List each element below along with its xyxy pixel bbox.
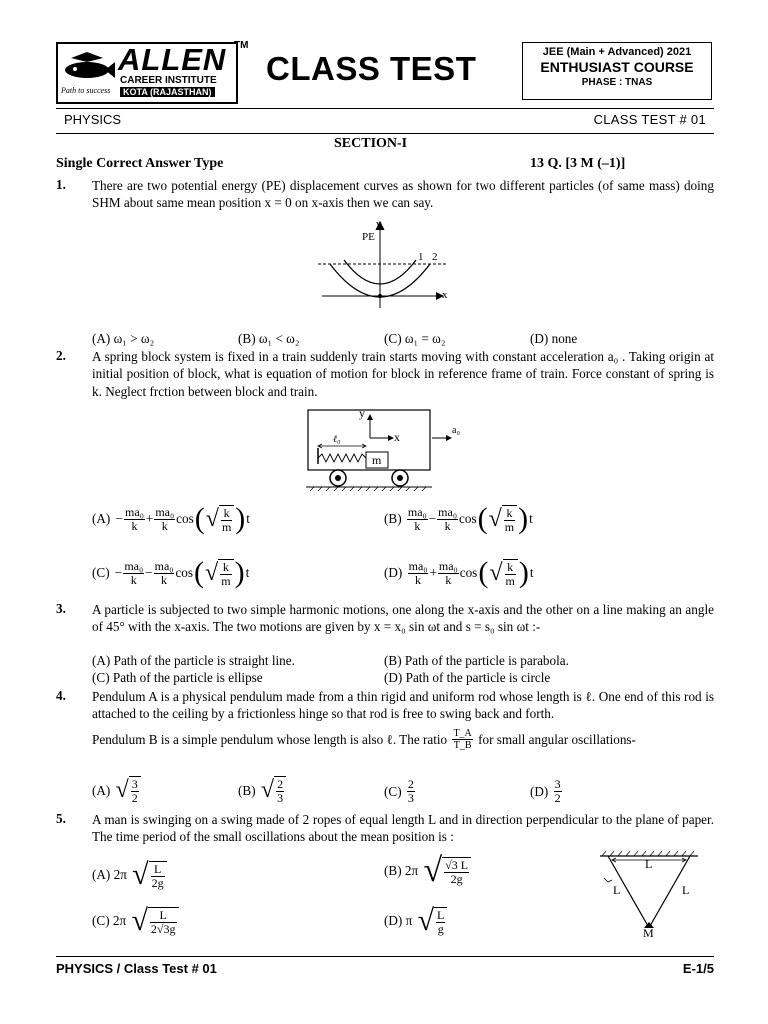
q1-option-a[interactable]: (A) ω₁ > ω₂ [92, 331, 155, 346]
t: t [529, 565, 534, 580]
frac [154, 560, 175, 587]
q2-fig-x: x [394, 430, 400, 444]
q3-number: 3. [56, 601, 66, 616]
num: 2 [407, 777, 414, 791]
q1-text: There are two potential energy (PE) displacement curves as shown for two different particles (of same mass) doing SHM about same mean position x = 0 on x-axis then we can say. [92, 178, 714, 211]
course-name: ENTHUSIAST COURSE [540, 59, 694, 75]
num: √3 L [445, 857, 469, 872]
course-year: JEE (Main + Advanced) 2021 [542, 46, 692, 58]
t: t [529, 511, 533, 526]
page-title: CLASS TEST [266, 50, 477, 87]
cos: cos [175, 565, 194, 580]
q1-option-c[interactable]: (C) ω₁ = ω₂ [384, 331, 446, 346]
q5-opt-a-label: (A) 2π [92, 867, 127, 882]
num: L [437, 907, 445, 922]
q2-fig-a0: a₀ [452, 425, 460, 436]
q4-option-a[interactable]: (A) √ $\frac{3}{2}$ [92, 776, 141, 805]
den: k [444, 518, 451, 533]
q4-option-c[interactable] [384, 778, 415, 805]
num: ma₀ [125, 504, 144, 519]
den: m [221, 519, 232, 534]
logo-tagline: Path to success [61, 86, 111, 95]
num: 3 [131, 777, 138, 791]
q3-option-c[interactable]: (C) Path of the particle is ellipse [92, 670, 263, 685]
num: 3 [554, 777, 561, 791]
allen-logo [56, 42, 238, 104]
q4-number: 4. [56, 688, 66, 703]
q2-opt-c-label: (C) [92, 565, 110, 580]
q2-option-d[interactable]: (D) $\frac{\text{ma₀}}{k}$ + $\frac{\text{ma₀}}{k}$ cos ( √ $\frac{k}{m}$ ) t [384, 556, 534, 589]
den: k [131, 518, 138, 533]
q1-number: 1. [56, 177, 66, 192]
sqrt: √ $\frac{k}{m}$ [489, 559, 518, 588]
den: g [437, 921, 444, 936]
cos: cos [459, 511, 477, 526]
fish-emblem-icon [61, 50, 115, 84]
q2-opt-b-label: (B) [384, 511, 402, 526]
num: ma₀ [124, 558, 144, 573]
plus: + [145, 511, 154, 526]
q5-option-c[interactable]: (C) 2π √ $\frac{L}{2√3g}$ [92, 904, 179, 938]
q1-fig-c2: 2 [432, 251, 438, 263]
q2-option-c[interactable]: (C) − $\frac{\text{ma₀}}{k}$ − $\frac{\text{ma₀}}{k}$ cos ( √ $\frac{k}{m}$ ) t [92, 556, 250, 589]
cos: cos [176, 511, 194, 526]
num: k [221, 507, 232, 521]
q3-text: A particle is subjected to two simple harmonic motions, one along the x-axis and the other on a line making an angle of 45° with the x-axis. The two motions are given by x = x₀ sin ωt and s = s₀ sin ωt :- [92, 602, 714, 635]
den: k [415, 572, 422, 587]
q5-opt-b-label: (B) 2π [384, 863, 419, 878]
q5-number: 5. [56, 811, 66, 826]
den: k [161, 572, 168, 587]
course-phase: PHASE : TNAS [581, 77, 653, 88]
answer-type: Single Correct Answer Type [56, 156, 224, 171]
q1-fig-pe: PE [362, 231, 375, 243]
minus: − [114, 565, 123, 580]
den: 2√3g [150, 921, 176, 936]
den: 2g [151, 875, 164, 890]
q1-pe-curve-figure [316, 220, 456, 310]
frac [124, 506, 145, 533]
q4-opt-d-label: (D) [530, 783, 549, 799]
sqrt: √ $\frac{k}{m}$ [206, 505, 235, 534]
frac [407, 506, 428, 533]
q2-opt-a-label: (A) [92, 511, 111, 526]
trademark: TM [234, 40, 249, 51]
den: k [161, 518, 168, 533]
q5-opt-d-label: (D) π [384, 913, 413, 928]
test-number: CLASS TEST # 01 [593, 112, 706, 127]
q4-text2b: for small angular oscillations- [478, 731, 636, 747]
ratio-num: T_A [453, 728, 472, 739]
q4-opt-b-label: (B) [238, 782, 256, 798]
q5-fig-l-top: L [645, 857, 653, 871]
q3-option-a[interactable]: (A) Path of the particle is straight line. [92, 653, 295, 668]
den: 2 [131, 791, 138, 805]
q5-fig-l-right: L [682, 883, 690, 897]
q2-fig-l0: ℓ₀ [333, 434, 341, 445]
num: ma₀ [154, 558, 174, 573]
den: m [221, 573, 231, 588]
den: 2 [554, 791, 561, 805]
frac [408, 560, 429, 587]
q3-option-d[interactable]: (D) Path of the particle is circle [384, 670, 551, 685]
section-title: SECTION-I [334, 136, 408, 151]
q2-number: 2. [56, 348, 66, 363]
q4-option-b[interactable]: (B) √ $\frac{2}{3}$ [238, 776, 286, 805]
q1-option-b[interactable]: (B) ω₁ < ω₂ [238, 331, 300, 346]
q5-option-d[interactable]: (D) π √ $\frac{L}{g}$ [384, 904, 447, 938]
q5-fig-m: M [643, 926, 654, 940]
section-marks: 13 Q. [3 M (–1)] [530, 156, 626, 171]
den: 3 [277, 791, 284, 805]
minus: − [428, 511, 437, 526]
frac [437, 506, 458, 533]
q4-text2a: Pendulum B is a simple pendulum whose length is also ℓ. The ratio [92, 731, 448, 747]
q2-text: A spring block system is fixed in a train suddenly train starts moving with constant acceleration a₀ . Taking origin at initial position of block, what is equation of motion for block in reference frame of train. Force constant of spring is k. Neglect frction between block and train. [92, 349, 714, 399]
num: L [150, 909, 177, 923]
q4-text-line2 [92, 728, 636, 751]
q4-opt-c-label: (C) [384, 783, 402, 799]
page-number: E-1/5 [682, 961, 714, 976]
plus: + [429, 565, 437, 580]
num: k [504, 507, 515, 521]
minus: − [145, 565, 153, 580]
q4-opt-a-label: (A) [92, 782, 111, 798]
q2-option-a[interactable]: (A) − $\frac{\text{ma₀}}{k}$ + $\frac{\text{ma₀}}{k}$ cos ( √ $\frac{k}{m}$ ) t [92, 502, 250, 535]
num: ma₀ [155, 504, 175, 519]
header [56, 40, 716, 106]
frac [123, 560, 144, 587]
t: t [246, 511, 250, 526]
num: L [151, 863, 165, 877]
num: 2 [277, 777, 284, 791]
frac [438, 560, 459, 587]
q2-opt-d-label: (D) [384, 565, 403, 580]
logo-sub1: CAREER INSTITUTE [120, 75, 217, 86]
q2-fig-y: y [359, 406, 365, 420]
num: ma₀ [438, 504, 458, 519]
cos: cos [459, 565, 478, 580]
q5-opt-c-label: (C) 2π [92, 913, 127, 928]
q5-option-a[interactable]: (A) 2π √ $\frac{L}{2g}$ [92, 858, 167, 892]
q2-train-figure [304, 408, 474, 494]
ratio-frac [452, 728, 472, 751]
q4-option-d[interactable] [530, 778, 562, 805]
q4-text: Pendulum A is a physical pendulum made from a thin rigid and uniform rod whose length is ℓ. One end of this rod is attached to the ceiling by a frictionless hinge so that rod is free to swing back and forth. [92, 689, 714, 722]
num: k [505, 561, 516, 575]
q5-text: A man is swinging on a swing made of 2 ropes of equal length L and in direction perpendicular to the plane of paper. The time period of the small oscillations about the mean position is : [92, 812, 714, 845]
q1-fig-x: x [442, 289, 448, 301]
num: k [220, 561, 231, 575]
subject-bar [56, 108, 714, 134]
footer [56, 956, 714, 979]
q1-fig-c1: 1 [418, 251, 424, 263]
den: k [414, 518, 421, 533]
q5-option-b[interactable]: (B) 2π √ $\frac{√3 L}{2g}$ [384, 852, 471, 890]
q1-fig-y: y [376, 218, 382, 230]
q2-fig-m: m [372, 453, 382, 467]
num: ma₀ [438, 558, 458, 573]
q5-fig-l-left: L [613, 883, 621, 897]
q1-option-d[interactable]: (D) none [530, 331, 578, 346]
den: 2g [450, 871, 463, 886]
frac [154, 506, 175, 533]
logo-text: ALLEN [118, 42, 227, 77]
minus: − [115, 511, 124, 526]
den: m [504, 519, 515, 534]
num: ma₀ [408, 558, 428, 573]
ratio-den: T_B [453, 740, 472, 751]
den: k [130, 572, 137, 587]
subject-label: PHYSICS [64, 112, 122, 127]
course-box [522, 42, 712, 100]
sqrt: √ $\frac{k}{m}$ [205, 559, 234, 588]
num: ma₀ [407, 504, 427, 519]
q3-option-b[interactable]: (B) Path of the particle is parabola. [384, 653, 569, 668]
footer-left: PHYSICS / Class Test # 01 [56, 961, 217, 976]
den: m [505, 573, 515, 588]
den: 3 [407, 791, 414, 805]
q2-option-b[interactable]: (B) $\frac{\text{ma₀}}{k}$ − $\frac{\text{ma₀}}{k}$ cos ( √ $\frac{k}{m}$ ) t [384, 502, 533, 535]
logo-sub2: KOTA (RAJASTHAN) [120, 87, 215, 97]
t: t [245, 565, 250, 580]
den: k [445, 572, 452, 587]
sqrt: √ $\frac{k}{m}$ [489, 505, 518, 534]
